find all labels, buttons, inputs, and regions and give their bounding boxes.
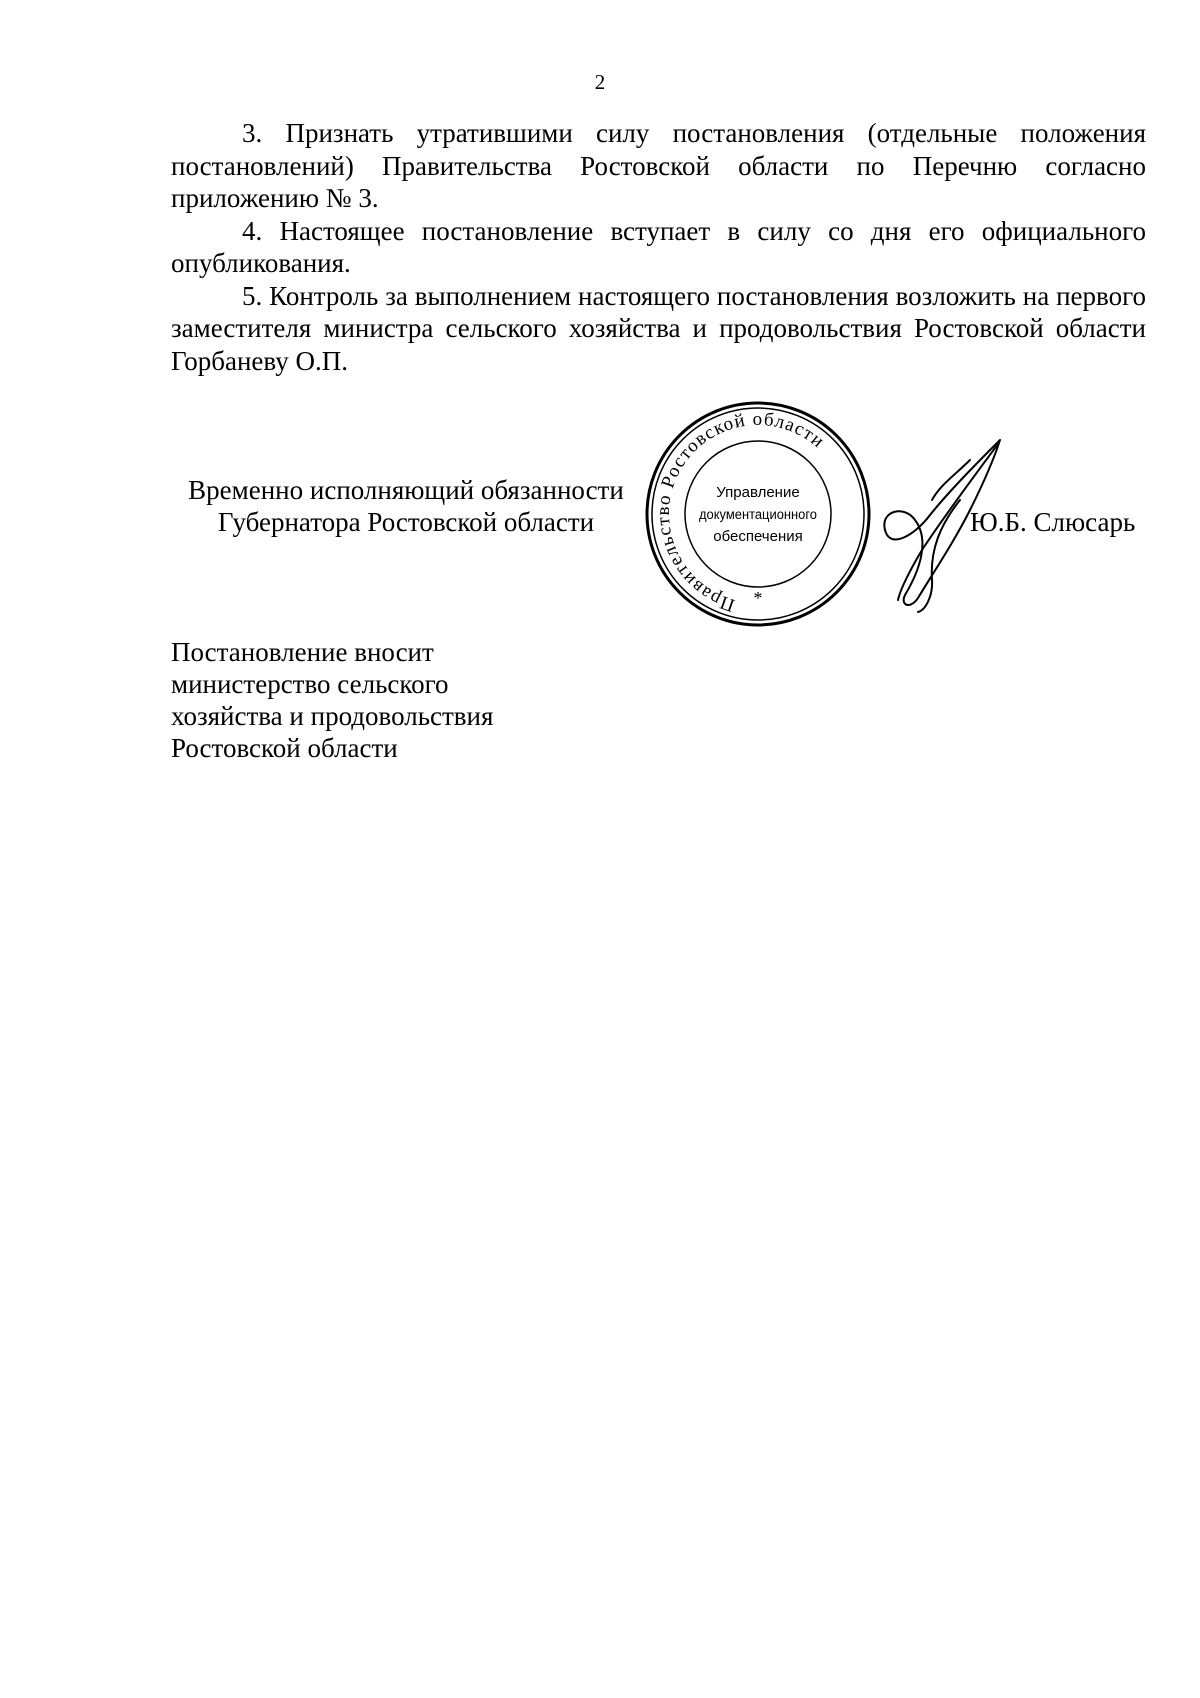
signer-name: Ю.Б. Слюсарь (970, 507, 1136, 537)
signer-title (171, 474, 641, 538)
page-number: 2 (594, 70, 606, 94)
stamp-inner-line-1: Управление (716, 484, 800, 501)
paragraph-4: 4. Настоящее постановление вступает в силу со дня его официального опубликования. (171, 215, 1146, 278)
stamp-star: * (753, 588, 763, 608)
signer-title-line-2: Губернатора Ростовской области (217, 507, 595, 537)
submitter-line-1: Постановление вносит (171, 637, 434, 667)
submitter-note (171, 636, 493, 764)
paragraph-5: 5. Контроль за выполнением настоящего постановления возложить на первого заместителя министра сельского хозяйства и продовольствия Ростовской области Горбаневу О.П. (171, 280, 1146, 376)
official-stamp (643, 399, 873, 629)
submitter-line-4: Ростовской области (171, 733, 398, 763)
stamp-inner-line-3: обеспечения (713, 528, 803, 545)
signer-title-line-1: Временно исполняющий обязанности (188, 475, 624, 505)
body-text (171, 117, 1146, 377)
stamp-outer-text: Правительство Ростовской области (652, 408, 829, 616)
stamp-inner-line-2: документационного (699, 507, 817, 522)
paragraph-3: 3. Признать утратившими силу постановления (отдельные положения постановлений) Правительства Ростовской области по Перечню согласно приложению № 3. (171, 118, 1146, 213)
submitter-line-2: министерство сельского (171, 669, 449, 699)
submitter-line-3: хозяйства и продовольствия (171, 701, 494, 731)
